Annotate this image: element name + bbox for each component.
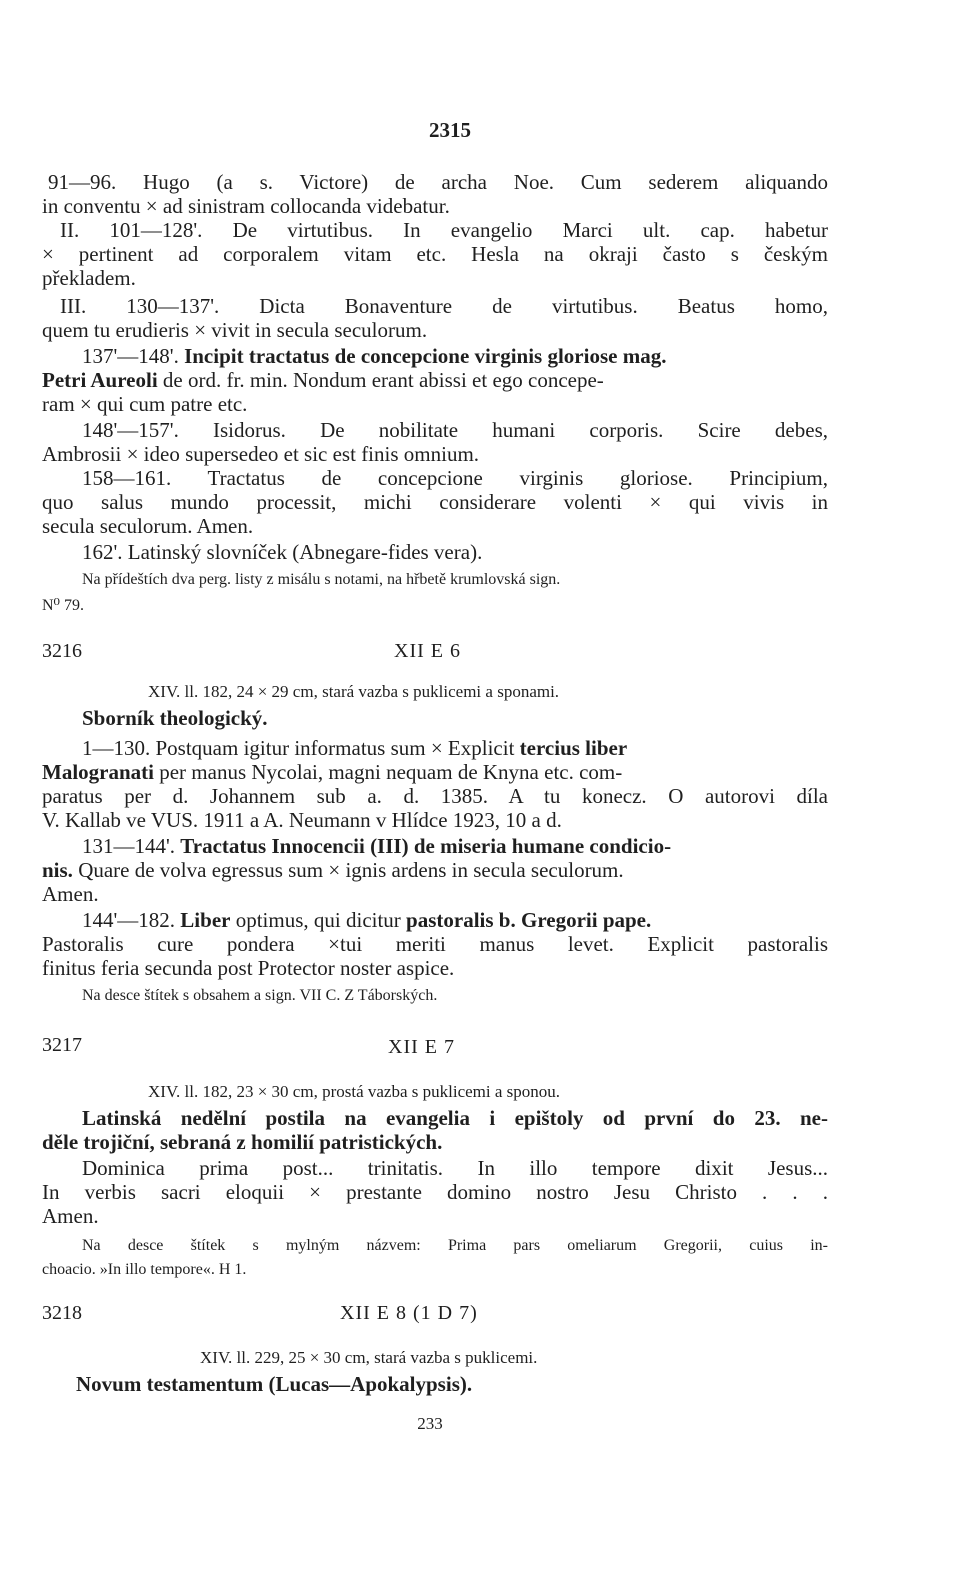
work-title: nis. <box>42 858 73 882</box>
text-line <box>82 344 666 368</box>
text-line <box>42 858 624 882</box>
text-line: In verbis sacri eloquii × prestante domino nostro Jesu Christo . . . <box>42 1180 828 1204</box>
text-run: optimus, qui dicitur <box>235 908 401 932</box>
text-line: III. 130—137'. Dicta Bonaventure de virtutibus. Beatus homo, <box>60 294 828 318</box>
text-run: Quare de volva egressus sum × ignis ardens in secula seculorum. <box>78 858 624 882</box>
folio-range: 131—144'. <box>82 834 176 858</box>
note-line: Na přídeštích dva perg. listy z misálu s notami, na hřbetě krumlovská sign. <box>82 571 561 588</box>
shelfmark: XII E 6 <box>394 640 461 662</box>
text-line: paratus per d. Johannem sub a. d. 1385. A tu konecz. O autorovi díla <box>42 784 828 808</box>
text-line: 158—161. Tractatus de concepcione virginis gloriose. Principium, <box>82 466 828 490</box>
work-title: pastoralis b. Gregorii pape. <box>406 908 652 932</box>
shelfmark: XII E 8 (1 D 7) <box>340 1302 478 1324</box>
folio-range: 144'—182. <box>82 908 176 932</box>
text-line: 162'. Latinský slovníček (Abnegare-fides vera). <box>82 540 483 564</box>
text-line: × pertinent ad corporalem vitam etc. Hesla na okraji často s českým <box>42 242 828 266</box>
entry-title: děle trojiční, sebraná z homilií patristických. <box>42 1130 443 1154</box>
text-line: Ambrosii × ideo supersedeo et sic est finis omnium. <box>42 442 480 466</box>
physical-description: XIV. ll. 182, 23 × 30 cm, prostá vazba s puklicemi a sponou. <box>148 1082 561 1101</box>
physical-description: XIV. ll. 182, 24 × 29 cm, stará vazba s puklicemi a sponami. <box>148 682 560 701</box>
entry-title: Sborník theologický. <box>82 706 268 730</box>
text-line <box>82 736 627 760</box>
author-name: Petri Aureoli <box>42 368 158 392</box>
note-line: choacio. »In illo tempore«. H 1. <box>42 1261 247 1278</box>
text-line: 148'—157'. Isidorus. De nobilitate humani corporis. Scire debes, <box>82 418 828 442</box>
entry-number: 3218 <box>42 1302 82 1324</box>
text-line: secula seculorum. Amen. <box>42 514 254 538</box>
text-line: Amen. <box>42 882 99 906</box>
text-line: II. 101—128'. De virtutibus. In evangelio Marci ult. cap. habetur <box>60 218 828 242</box>
text-line: překladem. <box>42 266 136 290</box>
text-line <box>42 760 622 784</box>
text-line <box>82 834 671 858</box>
text-line: V. Kallab ve VUS. 1911 a A. Neumann v Hlídce 1923, 10 a d. <box>42 808 562 832</box>
work-title: Liber <box>180 908 231 932</box>
text-line: finitus feria secunda post Protector noster aspice. <box>42 956 455 980</box>
note-line: N⁰ 79. <box>42 597 84 614</box>
physical-description: XIV. ll. 229, 25 × 30 cm, stará vazba s puklicemi. <box>200 1348 538 1367</box>
note-line: Na desce štítek s mylným názvem: Prima pars omeliarum Gregorii, cuius in- <box>82 1237 828 1254</box>
work-title: Incipit tractatus de concepcione virginis gloriose mag. <box>184 344 667 368</box>
page-number-header: 2315 <box>429 118 471 142</box>
entry-number: 3216 <box>42 640 82 662</box>
text-line <box>42 368 604 392</box>
text-line <box>82 908 651 932</box>
work-title: Malogranati <box>42 760 154 784</box>
text-run: per manus Nycolai, magni nequam de Knyna etc. com- <box>159 760 623 784</box>
text-line: Dominica prima post... trinitatis. In illo tempore dixit Jesus... <box>82 1156 828 1180</box>
work-title: tercius liber <box>519 736 628 760</box>
entry-title: Latinská nedělní postila na evangelia i epištoly od první do 23. ne- <box>82 1106 828 1130</box>
folio-range: 137'—148'. <box>82 344 179 368</box>
note-line: Na desce štítek s obsahem a sign. VII C. Z Táborských. <box>82 987 438 1004</box>
page-number-footer: 233 <box>417 1414 443 1433</box>
text-line: quo salus mundo processit, michi considerare volenti × qui vivis in <box>42 490 828 514</box>
text-line: ram × qui cum patre etc. <box>42 392 248 416</box>
entry-number: 3217 <box>42 1034 82 1056</box>
text-line: Amen. <box>42 1204 99 1228</box>
shelfmark: XII E 7 <box>388 1036 455 1058</box>
work-title: Tractatus Innocencii (III) de miseria humane condicio- <box>180 834 672 858</box>
text-run: 1—130. Postquam igitur informatus sum × Explicit <box>82 736 515 760</box>
text-line: Pastoralis cure pondera ×tui meriti manus levet. Explicit pastoralis <box>42 932 828 956</box>
entry-title: Novum testamentum (Lucas—Apokalypsis). <box>76 1372 473 1396</box>
text-line: in conventu × ad sinistram collocanda videbatur. <box>42 194 450 218</box>
text-run: de ord. fr. min. Nondum erant abissi et ego concepe- <box>162 368 604 392</box>
text-line: 91—96. Hugo (a s. Victore) de archa Noe. Cum sederem aliquando <box>48 170 828 194</box>
text-line: quem tu erudieris × vivit in secula seculorum. <box>42 318 428 342</box>
